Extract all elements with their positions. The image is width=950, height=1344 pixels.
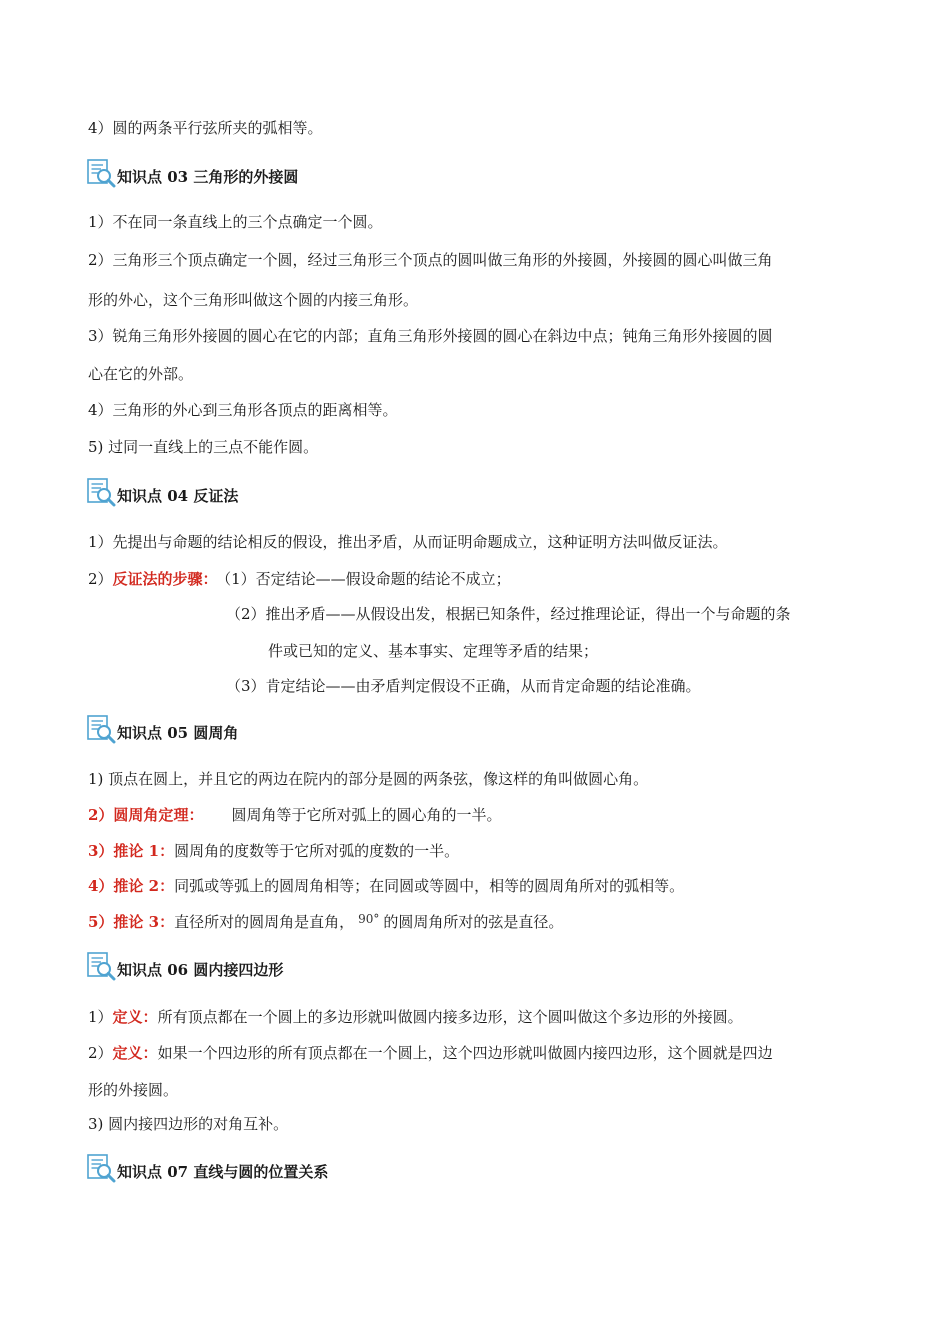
kp05-item-4 [88, 876, 684, 896]
kp06-definition-1-text: 所有顶点都在一个圆上的多边形就叫做圆内接多边形，这个圆叫做这个多边形的外接圆。 [157, 1008, 743, 1026]
kp05-item-5 [88, 912, 563, 933]
kp03-heading [86, 154, 298, 188]
kp04-heading-text: 知识点 04 反证法 [117, 487, 239, 505]
kp02-item-4: 4）圆的两条平行弦所夹的弧相等。 [88, 119, 323, 137]
magnifier-document-icon [86, 477, 116, 507]
kp03-item-3a: 3）锐角三角形外接圆的圆心在它的内部；直角三角形外接圆的圆心在斜边中点；钝角三角形外接圆的圆 [88, 327, 773, 345]
kp06-heading [86, 947, 283, 981]
kp05-theorem-text: 圆周角等于它所对弧上的圆心角的一半。 [231, 806, 502, 824]
kp05-corollary-2-label: 4）推论 2： [88, 877, 175, 895]
kp05-corollary-2-text: 同弧或等弧上的圆周角相等；在同圆或等圆中，相等的圆周角所对的弧相等。 [174, 877, 685, 895]
kp05-theorem-label: 2）圆周角定理： [88, 806, 204, 824]
kp05-heading [86, 710, 238, 744]
kp03-item-5: 5) 过同一直线上的三点不能作圆。 [88, 438, 319, 456]
kp06-item-2-prefix: 2） [88, 1044, 113, 1062]
kp03-item-4: 4）三角形的外心到三角形各顶点的距离相等。 [88, 401, 398, 419]
kp06-item-3: 3) 圆内接四边形的对角互补。 [88, 1115, 289, 1133]
kp06-item-1 [88, 1007, 743, 1027]
kp05-corollary-3-text-b: 的圆周角所对的弦是直径。 [383, 913, 564, 931]
kp06-definition-1-label: 定义： [112, 1008, 158, 1026]
kp03-item-2b: 形的外心，这个三角形叫做这个圆的内接三角形。 [88, 291, 419, 309]
kp06-definition-2-label: 定义： [112, 1044, 158, 1062]
kp05-degree-value: 90° [358, 912, 380, 926]
magnifier-document-icon [86, 1153, 116, 1183]
kp04-item-2 [88, 569, 511, 589]
kp07-heading-text: 知识点 07 直线与圆的位置关系 [117, 1163, 329, 1181]
kp05-heading-text: 知识点 05 圆周角 [117, 724, 239, 742]
kp06-item-1-prefix: 1） [88, 1008, 113, 1026]
magnifier-document-icon [86, 951, 116, 981]
kp04-item-1: 1）先提出与命题的结论相反的假设，推出矛盾，从而证明命题成立，这种证明方法叫做反证法。 [88, 533, 728, 551]
kp05-item-3 [88, 841, 459, 861]
kp04-step-3: （3）肯定结论——由矛盾判定假设不正确，从而肯定命题的结论准确。 [226, 677, 701, 695]
kp05-item-1: 1) 顶点在圆上，并且它的两边在院内的部分是圆的两条弦，像这样的角叫做圆心角。 [88, 770, 649, 788]
kp04-step-2b: 件或已知的定义、基本事实、定理等矛盾的结果； [268, 642, 599, 660]
magnifier-document-icon [86, 714, 116, 744]
kp04-step-2a: （2）推出矛盾——从假设出发，根据已知条件，经过推理论证，得出一个与命题的条 [226, 605, 791, 623]
kp04-item-2-prefix: 2） [88, 570, 113, 588]
kp03-item-1: 1）不在同一条直线上的三个点确定一个圆。 [88, 213, 383, 231]
kp05-corollary-1-label: 3）推论 1： [88, 842, 175, 860]
kp06-item-2b: 形的外接圆。 [88, 1081, 179, 1099]
kp05-corollary-3-label: 5）推论 3： [88, 913, 175, 931]
kp04-steps-label: 反证法的步骤： [112, 570, 218, 588]
kp06-definition-2-text-a: 如果一个四边形的所有顶点都在一个圆上，这个四边形就叫做圆内接四边形，这个圆就是四边 [157, 1044, 773, 1062]
kp04-heading [86, 473, 238, 507]
kp04-step-1: （1）否定结论——假设命题的结论不成立； [223, 570, 511, 588]
kp06-heading-text: 知识点 06 圆内接四边形 [117, 961, 284, 979]
kp03-item-3b: 心在它的外部。 [88, 365, 194, 383]
magnifier-document-icon [86, 158, 116, 188]
kp07-heading [86, 1149, 328, 1183]
kp06-item-2a [88, 1043, 773, 1063]
kp03-heading-text: 知识点 03 三角形的外接圆 [117, 168, 299, 186]
kp05-item-2 [88, 805, 501, 825]
kp03-item-2a: 2）三角形三个顶点确定一个圆，经过三角形三个顶点的圆叫做三角形的外接圆，外接圆的圆心叫做三角 [88, 251, 773, 269]
kp05-corollary-3-text-a: 直径所对的圆周角是直角， [174, 913, 355, 931]
kp05-corollary-1-text: 圆周角的度数等于它所对弧的度数的一半。 [174, 842, 460, 860]
